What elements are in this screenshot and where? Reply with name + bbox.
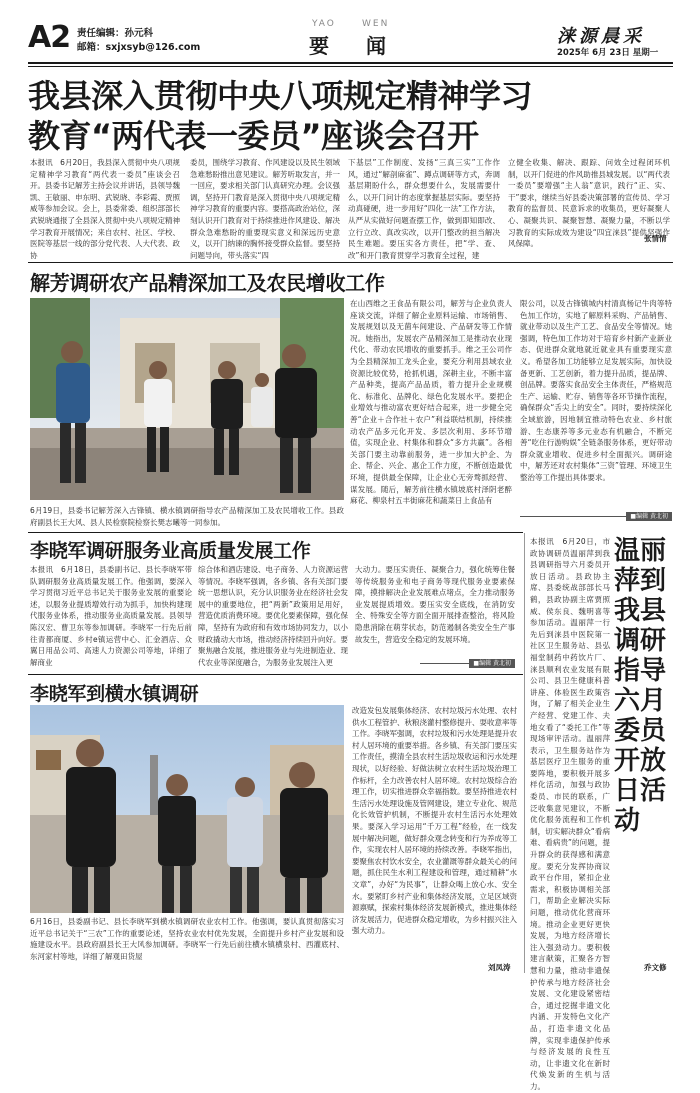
tag-label: ■编辑 黄北初 — [469, 659, 515, 668]
article4-author: 刘凤涛 — [488, 963, 511, 972]
article3-headline: 李晓军调研服务业高质量发展工作 — [30, 540, 311, 562]
divider-2 — [28, 532, 523, 533]
editor-name: 责任编辑：孙元科 — [77, 28, 154, 39]
article1-col2: 委员，围绕学习教育、作风建设以及民生领域急难愁盼推出意见建议。解芳听取发言，并一一回应，要求相关部门认真研究办理。会议强调，坚持开门教育是深入贯彻中央八项规定精神学习教育的重要内容。要搭高政治站位，深刻认识开门教育对于持续推进作风建设、解决群众急难愁盼的重要现实意义和深远历史意义，以开门纳谏的胸怀接受群众监督。要坚持问题导向，带头落实“四 — [190, 158, 340, 260]
section-pinyin-1: YAO — [312, 19, 336, 29]
section-pinyin-2: WEN — [362, 19, 390, 29]
article4-headline: 李晓军到横水镇调研 — [30, 683, 199, 705]
article3-col3: 大动力。要压实责任、凝聚合力，强化统筹住餐等传统服务业和电子商务等现代服务业要素保障，摸排解决企业发展难点堵点，全力推动服务业发展提质增效。要压实安全底线，在消防安全、特殊安全等方面全面开展排查整治，将风险隐患消除在萌芽状态，防范遏制各类安全生产事故发生，营造安全稳定的发展环境。 — [355, 565, 515, 644]
article2-col2: 限公司，以及古锋镇城内村清真杨记牛肉等特色加工作坊，实地了解原料采购、产品销售、就业带动以及生产工艺、食品安全等情况。她强调，特色加工作坊对于培育乡村新产业新业态、促进群众就地就近就业具有重要现实意义。希望各加工坊能够立足发展实际，加快设备更新、工艺创新，着力提升品质，提品牌、创品牌。要落实食品安全主体责任，严格规范生产、运输、贮存、销售等各环节操作流程，确保群众“舌尖上的安全”。同时，要持续深化全域旅游，因地制宜推动特色农业、乡村旅游、生态康养等多元业态有机融合，不断完善“吃住行游购娱”全链条服务体系，更好带动群众就业增收、促进乡村全面振兴。调研途中，解芳还对农村集体“三资”管理、环境卫生整治等工作提出具体要求。 — [520, 299, 672, 482]
page-number: A2 — [28, 20, 71, 55]
article5-vtitle: 温丽萍到我县调研指导六月委员开放日活动 — [614, 536, 667, 836]
article1-col3: 下基层”工作制度、发扬“三真三实”工作作风，通过“解剖麻雀”、蹲点调研等方式，奔调基层期盼什么，群众想要什么，发展需要什么，以开门问计的态度掌握基层实际。要坚持动真碰硬，进一步用好“四化一法”工作方法，从严从实做好问题查摆工作，做到即知即改、立行立改、真改实改，以开门整改的担当解决民生难题。要压实各方责任，把“学、查、改”和开门教育贯穿学习教育全过程，建 — [348, 158, 500, 260]
tag-bar — [520, 516, 626, 517]
article4-col1: 改造发包发展集体经济、农村垃圾污水处理、农村供水工程管护、秋粮浇灌村整修提升、耍收意率等工作。李晓军强调，农村垃圾和污水处理是提升农村人居环境的重要举措。各乡镇、有关部门要压实工作责任，摸清全县农村生活垃圾收运和污水处理现状，以好经验、好做法树立农村生活垃圾治理工作标杆，全力改善农村人居环境。农村垃圾综合治理工作，切实推进群众幸福指数。要坚持推进农村生活污水处理设施及管网建设，建立专业化、规范化长效管护机制，不断提升农村生活污水处理效果。要深入学习运用“千万工程”经验，在一线发展中解决问题，做好群众观念转变和行为养成等工作，实现农村人居环境的持续改善。李晓军指出，要聚焦农村饮水安全，农业灌溉等群众最关心的问题，抓住民生水利工程建设和管理，通过精耕“水文章”，办好“为民事”，让群众喝上放心水、安全水。要紧盯乡村产业和集体经济发展，立足区域资源禀赋，探索村集体经济发展新模式，推进集体经济发展活力，促进群众稳定增收，为乡村振兴注入强大动力。 — [352, 706, 517, 936]
divider-3 — [28, 674, 523, 675]
article2-caption — [30, 505, 344, 529]
article4-caption-text: 6月16日，县委副书记、县长李晓军到横水镇调研农业农村工作。他强调，要认真贯彻落实习近平总书记关于“三农”工作的重要论述，坚持农业农村优先发展，全面提升乡村产业发展和设施建设水平。县政府副县长王大风参加调研。李晓军一行先后前往横水镇横泉村、西灌底村、东河家村等地，详细了解观田货屋 — [30, 917, 344, 961]
tag-bar — [420, 663, 469, 664]
article2-photo-image — [30, 298, 344, 500]
article2-headline: 解芳调研农产品精深加工及农民增收工作 — [30, 271, 385, 295]
article1-col4: 立健全收集、解决、跟踪、问效全过程闭环机制，以开门促进的作风助推县城发展。以“两代表一委员”要增强“主人翁”意识，践行“正、实、干”要求，继续当好县委决策部署的宣传员、学习教育的监督员、民意诉求的收集员，更好凝聚人心、凝聚共识、凝聚智慧、凝聚力量，不断以学习教育的实际成效为建设“四宜涞县”提供坚强作风保障。 — [508, 158, 670, 249]
tag-label: ■编辑 黄北初 — [626, 512, 672, 521]
article1-headline-line2: 教育“两代表一委员”座谈会召开 — [28, 117, 479, 155]
article1-col1: 本报讯 6月20日，我县深入贯彻中央八项规定精神学习教育“两代表一委员”座谈会召开。县委书记解芳主持会议并讲话，县领导魏凯、王敏丽、申东明、武锐晓、李彩霞、贾照威等参加会议。会上，县委常委、组织部部长武锐晓通报了全县深入贯彻中央八项规定精神学习教育开展情况；来自农村、社区、学校、医院等基层一线的部分党代表、人大代表、政协 — [30, 158, 180, 260]
header-rule — [28, 62, 673, 64]
article4-caption — [30, 916, 344, 976]
article2-col1: 在山西维之王食品有限公司，解芳与企业负责人座谈交流，详细了解企业原料运输、市场销售、发展规划以及无菌车间建设、产品研发等工作情况。她指出，发展农产品精深加工是推动农业现代化、带动农民增收的重要抓手。维之王公司作为全县精深加工龙头企业，要充分利用县域农业资源比较优势，抢抓机遇，深耕主业，不断丰富产品种类，提高产品品质，着力提升企业规模化、标准化、品牌化、绿色化发展水平。要把企业增效与推动富农更好结合起来，进一步健全完善“企业＋合作社＋农户”利益联结机制，持续推动农产品多元化开发、多层次利用、多环节增值，实现企业、村集体和群众“多方共赢”。各相关部门要主动靠前服务，进一步加大护企、为企、帮企、兴企、惠企工作力度，不断创造最优环境，提供最全保障，让企业心无旁骛抓经营、谋发展。随后，解芳前往横水镇坡底村泽阴老醉麻花、柳泉村五丰街麻花和蔬菜日上食品有 — [350, 299, 512, 506]
divider-1 — [28, 262, 673, 263]
section-title-1: 要 — [309, 34, 329, 58]
paper-logo: 涞源晨采 — [557, 26, 645, 47]
article1-headline-line1: 我县深入贯彻中央八项规定精神学习 — [28, 77, 533, 115]
section-title-2: 闻 — [366, 34, 386, 58]
header-rule-thin — [28, 66, 673, 67]
article3-col1: 本报讯 6月18日，县委副书记、县长李晓军带队调研服务业高质量发展工作。他强调，要深入学习贯彻习近平总书记关于服务业发展的重要论述，以服务业提质增效行动为抓手，加快构建现代服务业体系，推动服务业高质量发展。县领导陈汉宏、曹卫东等参加调研。李晓军一行先后前往青都商厦、乡村e镇运营中心、汇金酒店、众翼日用品公司、高速人力资源公司等地，详细了解商业 — [30, 565, 192, 667]
article3-tag — [420, 659, 515, 668]
article2-photo — [30, 298, 344, 500]
article4-photo — [30, 705, 344, 913]
editor-email: 邮箱：sxjxsyb@126.com — [77, 42, 201, 53]
article1-author: 张情情 — [644, 234, 667, 243]
article2-caption-text: 6月19日，县委书记解芳深入古锋镇、横水镇调研指导农产品精深加工及农民增收工作。县政府副县长王大风、县人民检察院检察长樊志曦等一同参加。 — [30, 506, 344, 527]
article2-tag — [520, 512, 672, 521]
article5-col1: 本报讯 6月20日，市政协调研员温丽萍到我县调研指导六月委员开放日活动。县政协主席、县委统战部部长马鹤，县政协副主席贾照威、侯东良、魏明喜等参加活动。温丽萍一行先后到涞县中医院第一社区卫生服务站、县弘福堂制药中药饮片厂、涞县顺利农业发展有限公司、县卫生健康科普讲座、体验医生政策咨询，了解了相关企业生产经营、党建工作、夫地女看了“委托工作”等现场审评活动。温丽萍表示，卫生服务站作为基层医疗卫生服务的重要阵地，要积极开展多样化活动，加强与政协委员、市民的联系，广泛收集意见建议，不断优化服务流程和工作机制，切实解决群众“看病难、看病贵”的问题，提升群众的获得感和满意度。要充分发挥协商议政平台作用，紧扣企业需求，积极协调相关部门，帮助企业解决实际问题，推动优化营商环境。推动企业更好更快发展，为地方经济增长注入强劲动力。要积极建言献策，汇聚各方智慧和力量，推动非遗保护传承与地方经济社会发展、文化建设紧密结合，通过挖掘非遗文化内涵、开发特色文化产品，打造非遗文化品牌，实现非遗保护传承与经济发展的良性互动，让非遗文化在新时代焕发新的生机与活力。 — [530, 537, 610, 1091]
issue-date: 2025年 6月 23日 星期一 — [557, 48, 659, 58]
article3-col2: 综合体和酒店建设、电子商务、人力资源运营等情况。李晓军强调，各乡镇、各有关部门要统一思想认识，充分认识服务业在经济社会发展中的重要地位，把“两新”政策用足用好，营造优质消费环境。要优化要素保障，强化保障，坚持有为政府和有效市场协同发力，以小财政撬动大市场，推动经济持续回升向好。要聚焦融合发展，推进服务业与先进制造业、现代农业等深度融合，为服务业发展注入更 — [198, 565, 348, 667]
article4-photo-image — [30, 705, 344, 913]
article5-author: 乔文修 — [644, 963, 667, 972]
editor-info — [77, 27, 200, 55]
sidebar-vline — [524, 533, 525, 973]
